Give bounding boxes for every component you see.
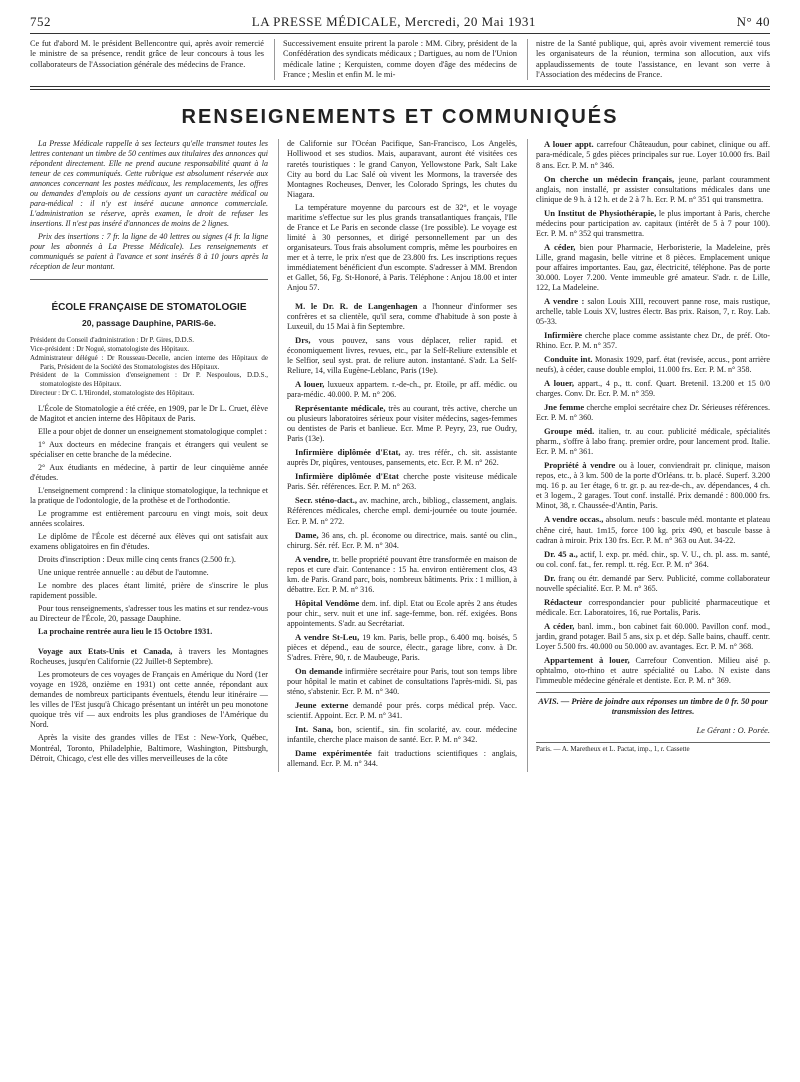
ad-lead: Appartement à louer, xyxy=(544,654,630,665)
classified-ads-col3 xyxy=(536,139,770,686)
ad-text: infirmière secrétaire pour Paris, tout son temps libre pour hôpital le matin et cabinet de consultations l'après-midi. Si, pas sténo, s'abstenir. Ecr. P. M. n° 340. xyxy=(287,666,517,696)
ad-text: actif, l. exp. pr. méd. chir., sp. V. U., ch. pl. ass. m. santé, ou col. conf. fat., fer. rempl. tt. rég. Ecr. P. M. n° 364. xyxy=(536,549,770,569)
classified-ad xyxy=(536,242,770,293)
ad-lead: A vendre, xyxy=(295,553,331,564)
printer-line: Paris. — A. Maretheux et L. Pactat, imp., 1, r. Cassette xyxy=(536,742,770,754)
ad-text: Carrefour Convention. Milieu aisé p. ophtalmo, oto-rhino et autre spécialité ou Labo. N existe dans l'immeuble médecine générale et dentiste. Ecr. P. M. n° 369. xyxy=(536,655,770,685)
ad-lead: Int. Sana, xyxy=(295,724,334,735)
top-column-1: Ce fut d'abord M. le président Bellencontre qui, après avoir remercié le ministre de sa présence, rendit grâce de leur concours à tous les collaborateurs de l'Association générale des médecins de France. xyxy=(30,39,264,69)
school-address: 20, passage Dauphine, PARIS-6e. xyxy=(82,317,216,328)
ad-text: 36 ans, ch. pl. économe ou directrice, mais. santé ou clin., chirurg. Sér. réf. Ecr. P. M. n° 304. xyxy=(287,530,517,550)
classified-ad xyxy=(536,549,770,570)
ad-text: franç ou étr. demandé par Serv. Publicité, comme collaborateur nouvelle spécialité. Ecr. P. M. n° 365. xyxy=(536,573,770,593)
classified-ad xyxy=(536,139,770,170)
ad-lead: Dame expérimentée xyxy=(295,748,372,759)
ad-text: jeune, parlant couramment anglais, non installé, pr assister consultations médicales dans une clinique de 9 h. à 12 h. et de 2 à 7 h. Ecr. P. M. n° 351 qui transmettra. xyxy=(536,174,770,204)
ad-lead: Rédacteur xyxy=(544,596,583,607)
classified-ad xyxy=(536,402,770,423)
ad-lead: Secr. sténo-dact., xyxy=(295,495,358,506)
school-paragraph: 1° Aux docteurs en médecine français et étrangers qui veulent se spécialiser en cette branche de la médecine. xyxy=(30,439,268,459)
classified-ad xyxy=(287,554,517,595)
ad-lead: Infirmière xyxy=(544,329,583,340)
ad-text: fait traductions scientifiques : anglais, allemand. Ecr. P. M. n° 344. xyxy=(287,749,517,769)
ad-lead: Groupe méd. xyxy=(544,426,595,437)
ad-lead: A céder, xyxy=(544,620,575,631)
ad-text: correspondancier pour publicité pharmaceutique et médicale. Ecr. Laboratoires, 16, rue Portalis, Paris. xyxy=(536,597,770,617)
ad-text: vous pouvez, sans vous déplacer, relier rapid. et économiquement livres, revues, etc., par la Self-Reliure extensible et le Selfior, seul syst. prat. de reliure auton. instantané. S'adr. La Self-Reliure, 14, villa Eugène-Leblanc, Paris (19e). xyxy=(287,336,517,376)
classified-ad xyxy=(287,301,517,332)
officer-line: Président du Conseil d'administration : Dr P. Gires, D.D.S. xyxy=(30,336,195,345)
section-divider xyxy=(30,86,770,90)
ad-lead: Jeune externe xyxy=(295,700,349,710)
classified-ad xyxy=(287,748,517,769)
notice-paragraph: La Presse Médicale rappelle à ses lecteurs qu'elle transmet toutes les lettres contenant un timbre de 50 centimes aux titulaires des annonces qui répondent directement. Elle ne prend aucune responsabilité quant à la teneur de ces communiqués. Cette rubrique est absolument réservée aux annonces concernant les postes médicaux, les remplacements, les offres ou demandes d'emplois ou de cessions ayant un caractère médical ou para-médical : il n'y est inséré aucune annonce commerciale. L'administration se réserve, après examen, le droit de refuser les insertions. Il n'est pas inséré d'annonces de moins de 2 lignes. xyxy=(30,139,268,229)
classified-ad xyxy=(536,378,770,399)
classified-ad xyxy=(536,573,770,594)
ad-lead: Propriété à vendre xyxy=(544,460,616,471)
voyage-subtitle: à travers les Montagnes Rocheuses, jusqu'en Californie (22 Juillet-8 Septembre). xyxy=(30,647,268,667)
ad-text: av. machine, arch., bibliog., classement, anglais. Références médicales, cherche empl. demi-journée ou toute journée. Ecr. P. M. n° 272. xyxy=(287,496,517,526)
voyage-paragraph: de Californie sur l'Océan Pacifique, San-Francisco, Los Angelès, Holliwood et ses studios. Mais, auparavant, auront été visitées ces raretés touristiques : le grand Canyon, Yellowstone Park, Salt Lake City au bord du Lac Salé où vivent les Mormons, la traversée des Montagnes Rocheuses, Denver, les Colorado Springs, les chutes du Niagara. xyxy=(287,139,517,199)
ad-text: ou à louer, conviendrait pr. clinique, maison repos, etc., à 3 km. 500 de la porte d'Orléans. tr. b. placé. Superf. 3.200 mq. 16 p. au 1er étage, 6 tr. gr. p. au rez-de-ch., av. dépendances, 4 ch. et 3 logem., 2 garages. Tout conf. installé. Prix demandé : 800.000 frs. Minot, 38, r. Chaussée-d'Antin, Paris. xyxy=(536,461,770,511)
ad-text: demandé pour prés. corps médical prép. Vacc. scientif. Appoint. Ecr. P. M. n° 341. xyxy=(287,701,517,721)
ad-lead: Un Institut de Physiothérapie, xyxy=(544,207,657,218)
ad-lead: A vendre St-Leu, xyxy=(295,631,360,642)
classified-ad xyxy=(287,632,517,663)
issue-number: N° 40 xyxy=(736,14,770,29)
school-paragraph: Le programme est entièrement parcouru en vingt mois, soit deux années scolaires. xyxy=(30,508,268,528)
ad-text: cherche poste visiteuse médicale Paris. Sér. références. Ecr. P. M. n° 263. xyxy=(287,472,517,492)
classified-ad xyxy=(536,330,770,351)
ad-text: carrefour Châteaudun, pour cabinet, clinique ou aff. para-médicale, 5 gdes pièces principales sur rue. Loyer 10.000 frs. Bail 8 ans. Ecr. P. M. n° 346. xyxy=(536,140,770,170)
page-header xyxy=(30,14,770,34)
school-paragraph: Droits d'inscription : Deux mille cinq cents francs (2.500 fr.). xyxy=(38,555,236,565)
classified-ad xyxy=(536,514,770,545)
ad-lead: A louer appt. xyxy=(544,139,594,150)
ad-lead: Conduite int. xyxy=(544,354,593,365)
column-3 xyxy=(527,139,770,772)
school-paragraph: L'enseignement comprend : la clinique stomatologique, la technique et la pratique de l'odontologie, de la prothèse et de l'orthodontie. xyxy=(30,485,268,505)
top-column-3: nistre de la Santé publique, qui, après avoir vivement remercié tous les organisateurs de la réunion, termina son allocution, aux vifs applaudissements de toute l'assistance, en levant son verre à l'Association des médecins de France. xyxy=(527,39,770,80)
classified-ad xyxy=(287,379,517,400)
classified-ad xyxy=(287,666,517,697)
officer-line: Administrateur délégué : Dr Rousseau-Decelle, ancien interne des Hôpitaux de Paris, Président de la Société des Stomatologistes des Hôpitaux. xyxy=(30,353,268,371)
ad-text: a l'honneur d'informer ses confrères et sa clientèle, qu'il sera, comme d'habitude à son poste à Luxeuil, du 15 Mai à fin Septembre. xyxy=(287,301,518,331)
notice-box xyxy=(30,139,268,280)
top-columns xyxy=(30,39,770,80)
ad-text: luxueux appartem. r.-de-ch., pr. Etoile, pr aff. médic. ou para-médic. 40.000. P. M. n° 206. xyxy=(287,380,517,400)
classified-ad xyxy=(287,403,517,444)
school-paragraph: Elle a pour objet de donner un enseignement stomatologique complet : xyxy=(38,426,267,436)
officer-line: Directeur : Dr C. L'Hirondel, stomatologiste des Hôpitaux. xyxy=(30,388,195,397)
classified-ad xyxy=(536,354,770,375)
classified-ad xyxy=(287,598,517,629)
classified-ad xyxy=(536,597,770,618)
ad-text: cherche place comme assistante chez Dr., de préf. Oto-Rhino. Ecr. P. M. n° 357. xyxy=(536,330,770,350)
ad-text: bon, scientif., sin. fin scolarité, av. cour. médecine infantile, cherche place maison de santé. Ecr. P. M. n° 342. xyxy=(287,725,518,745)
classified-ad xyxy=(536,655,770,686)
school-paragraph: 2° Aux étudiants en médecine, à partir de leur cinquième année d'études. xyxy=(30,462,268,482)
main-columns xyxy=(30,139,770,772)
classified-ad xyxy=(536,460,770,511)
ad-text: tr. belle propriété pouvant être transformée en maison de repos et cure d'air. Contenance : 15 ha. environ entièrement clos, 43 km. de Paris. Grand parc, bois, nombreux bâtiments. Prix : 1 million, à débattre. Ecr. P. M. n° 316. xyxy=(287,554,517,594)
school-paragraph: L'École de Stomatologie a été créée, en 1909, par le Dr L. Cruet, élève de Magitot et ancien interne des Hôpitaux de Paris. xyxy=(30,403,268,423)
classified-ad xyxy=(536,296,770,327)
ad-lead: A louer, xyxy=(295,379,325,390)
ad-lead: M. le Dr. R. de Langenhagen xyxy=(295,300,418,311)
ad-text: Monasix 1929, parf. état (revisée, accus., pont arrière neufs), à céder, cause double emploi, 11.000 frs. Ecr. P. M. n° 358. xyxy=(536,355,770,375)
classified-ad xyxy=(287,447,517,468)
ad-lead: Drs, xyxy=(295,335,311,345)
officer-line: Président de la Commission d'enseignement : Dr P. Nespoulous, D.D.S., stomatologiste des Hôpitaux. xyxy=(30,371,268,389)
classified-ad xyxy=(287,724,517,745)
school-paragraph: Une unique rentrée annuelle : au début de l'automne. xyxy=(38,568,209,578)
column-1 xyxy=(30,139,268,772)
classified-ads-col2 xyxy=(287,301,517,769)
ad-text: absolum. neufs : bascule méd. montante et plateau chêne ciré, haut. 1m15, force 100 kg. prix 490, et bascule basse à cadran à miroir. Prix 130 frs. Ecr. P. M. n° 363 ou Aut. 34-22. xyxy=(536,515,770,545)
voyage-intro xyxy=(30,647,268,667)
ad-text: salon Louis XIII, recouvert panne rose, mais rustique, archelle, table Louis XV, lustres électr. Bas prix. Raison, 7, r. Roy. Lab. 05-33. xyxy=(536,296,770,326)
voyage-paragraph: Après la visite des grandes villes de l'Est : New-York, Québec, Montréal, Toronto, Philadelphie, Baltimore, Washington, Pittsburgh, Détroit, Chicago, c'est elle des villes merveilleuses de la côte xyxy=(30,733,268,763)
column-2 xyxy=(278,139,517,772)
section-title: RENSEIGNEMENTS ET COMMUNIQUÉS xyxy=(181,106,619,129)
ad-text: appart., 4 p., tt. conf. Quart. Bretenil. 13.200 et 15 0/0 charges. Conv. Dr. Ecr. P. M. n° 359. xyxy=(536,379,771,399)
ad-text: le plus important à Paris, cherche médecins pour participation av. capitaux (intérêt de 5 à 7 pour 100). Ecr. P. M. n° 352 qui transmettra. xyxy=(536,208,771,238)
classified-ad xyxy=(287,335,517,376)
voyage-paragraph: La température moyenne du parcours est de 32°, et le voyage maritime s'effectue sur les plus grands transatlantiques français, l'Ile de France et Le Paris en seconde classe (1re possible). Le voyage est limité à 30 personnes, et dirigé personnellement par un des organisateurs. Tous frais absolument compris, même les pourboires en mer et à terre, le prix n'est que de 23.800 frs. Les inscriptions reçues immédiatement bénéficient d'un escompte. S'adresser à MM. Brendon et Gallet, 56, Fg. St-Honoré, à Paris. Téléphone : Anjou 18.00 et inter Anjou 57. xyxy=(287,202,517,292)
ad-lead: Dr. xyxy=(544,572,556,583)
page-number: 752 xyxy=(30,14,51,29)
classified-ad xyxy=(287,495,517,526)
school-rentree: La prochaine rentrée aura lieu le 15 Octobre 1931. xyxy=(38,627,213,637)
ad-lead: On cherche un médecin français, xyxy=(544,173,675,184)
school-paragraph: Pour tous renseignements, s'adresser tous les matins et sur rendez-vous au Directeur de l'École, 20, passage Dauphine. xyxy=(30,604,268,624)
ad-lead: Représentante médicale, xyxy=(295,403,386,414)
ad-text: italien, tr. au cour. publicité médicale, spécialités pharm., s'offre à labo franç. premier ordre, pour lancement prod. Italie. Ecr. P. M. n° 361. xyxy=(536,427,770,457)
ad-lead: Dr. 45 a., xyxy=(544,548,578,559)
school-paragraph: Le diplôme de l'École est décerné aux élèves qui ont satisfait aux examens obligatoires en fin d'études. xyxy=(30,531,268,551)
ad-text: bien pour Pharmacie, Herboristerie, la Madeleine, près Lille, grand magasin, belle vitrine et 8 pièces. Emplacement unique pour affaires importantes. Eau, gaz, électricité, téléphone. Pas de porte 30.000. Loyer 7.200. Vente immeuble gré amateur. S'adr. r. de Lille, 122, La Madeleine. xyxy=(536,242,770,292)
voyage-paragraph: Les promoteurs de ces voyages de Français en Amérique du Nord (1er voyage en 1928, onzième en 1931) ont cette année, répondant aux demandes de nombreux participants éventuels, étendu leur itinéraire — les villes de l'Est jusqu'à Chicago présentant un intérêt un peu monotone quoique très vif — aux endroits les plus grandioses de l'Amérique du Nord. xyxy=(30,670,268,730)
ad-text: très au courant, très active, cherche un ou plusieurs laboratoires sérieux pour visiter médecins, sages-femmes ou dentistes de Paris et banlieue. Ecr. Mme P. Peyry, 23, rue Oudry, Paris (13e). xyxy=(287,404,517,444)
journal-title: LA PRESSE MÉDICALE, Mercredi, 20 Mai 1931 xyxy=(251,14,536,29)
ad-lead: On demande xyxy=(295,665,343,676)
ad-lead: A louer, xyxy=(544,378,575,389)
ad-lead: Infirmière diplômée d'Etat, xyxy=(295,447,401,458)
school-title: ÉCOLE FRANÇAISE DE STOMATOLOGIE xyxy=(51,302,247,314)
school-paragraph: Le nombre des places étant limité, prière de s'inscrire le plus rapidement possible. xyxy=(30,581,268,601)
ad-text: cherche emploi secrétaire chez Dr. Sérieuses références. Ecr. P. M. n° 360. xyxy=(536,403,770,423)
classified-ad xyxy=(536,426,770,457)
classified-ad xyxy=(287,700,517,721)
ad-text: banl. imm., bon cabinet fait 60.000. Pavillon conf. mod., jardin, grand potager. Bail 5 ans, six p. et dép. Salle bains, chauff. centr. Loyer 5.500 frs. 40.000 ou 50.000 av. avantages. Ecr. P. M. n° 368. xyxy=(536,621,770,651)
voyage-title: Voyage aux Etats-Unis et Canada, xyxy=(38,647,173,657)
classified-ad xyxy=(536,208,770,239)
ad-lead: A vendre : xyxy=(544,295,585,306)
ad-lead: A céder, xyxy=(544,241,576,252)
classified-ad xyxy=(536,621,770,652)
ad-lead: Infirmière diplômée d'Etat xyxy=(295,471,399,482)
ad-lead: A vendre occas., xyxy=(544,514,604,525)
top-column-2: Successivement ensuite prirent la parole : MM. Cibry, président de la Confédération des syndicats médicaux ; Dartigues, au nom de l'Union médicale latine ; Kerquisten, comme doyen d'âge des médecins de France ; Meslin et enfin M. le mi- xyxy=(274,39,517,80)
ad-text: 19 km. Paris, belle prop., 6.400 mq. boisés, 5 pièces et dépend., eau de source, électr., garage libre, conv. à Dr. S'adres. Frère, 90, r. de Maubeuge, Paris. xyxy=(287,632,517,662)
classified-ad xyxy=(287,530,517,551)
ad-lead: Hôpital Vendôme xyxy=(295,597,360,608)
school-officers xyxy=(30,336,268,397)
gerant-signature: Le Gérant : O. Porée. xyxy=(696,725,770,735)
ad-text: dem. inf. dipl. Etat ou Ecole après 2 ans études pour chir., serv. nuit et une inf. sage-femme, bon. réf. exigées. Bons appointements. S'adr. au Secrétariat. xyxy=(287,598,517,628)
avis-notice: AVIS. — Prière de joindre aux réponses un timbre de 0 fr. 50 pour transmission des lettres. xyxy=(536,692,770,718)
ad-lead: Jne femme xyxy=(544,402,585,413)
ad-text: ay. tres référ., ch. sit. assistante auprès Dr, piqûres, ventouses, pansements, etc. Ecr. P. M. n° 262. xyxy=(287,448,517,468)
ad-lead: Dame, xyxy=(295,529,319,540)
officer-line: Vice-président : Dr Nogué, stomatologiste des Hôpitaux. xyxy=(30,345,189,354)
classified-ad xyxy=(536,174,770,205)
notice-paragraph: Prix des insertions : 7 fr. la ligne de 40 lettres ou signes (4 fr. la ligne pour les abonnés à La Presse Médicale). Les renseignements et communiqués se paient à l'avance et sont insérés 8 à 10 jours après la réception de leur montant. xyxy=(30,232,268,272)
classified-ad xyxy=(287,471,517,492)
